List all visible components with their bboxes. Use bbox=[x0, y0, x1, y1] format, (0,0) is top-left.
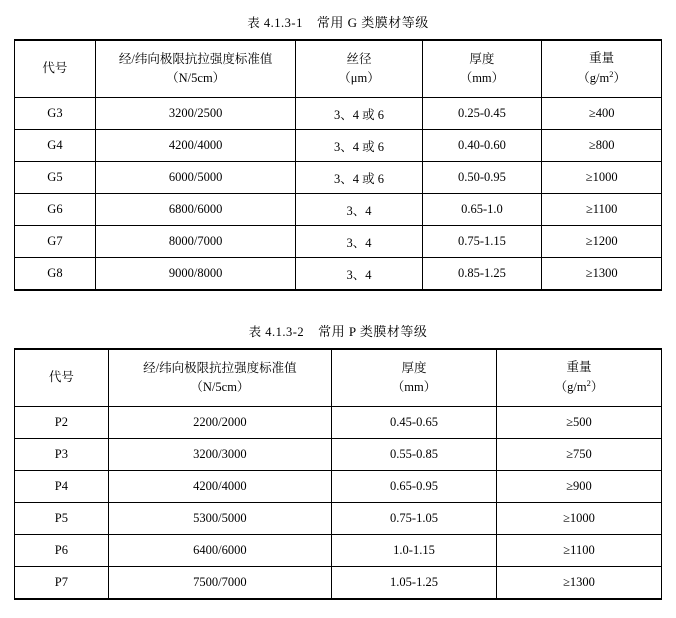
cell-code: P2 bbox=[15, 407, 109, 439]
table-header-row bbox=[15, 40, 662, 98]
table-g-grades bbox=[14, 39, 662, 291]
table-block-g-grades bbox=[14, 0, 662, 291]
cell-weight: ≥1100 bbox=[542, 194, 662, 226]
table-caption-title-1: 常用 G 类膜材等级 bbox=[316, 15, 429, 30]
column-header-code: 代号 bbox=[15, 349, 109, 407]
table-row bbox=[15, 407, 662, 439]
cell-tensile: 9000/8000 bbox=[95, 258, 296, 291]
cell-tensile: 2200/2000 bbox=[108, 407, 331, 439]
cell-tensile: 4200/4000 bbox=[108, 471, 331, 503]
table-row bbox=[15, 98, 662, 130]
cell-thickness: 0.45-0.65 bbox=[332, 407, 497, 439]
cell-code: G4 bbox=[15, 130, 96, 162]
cell-tensile: 3200/3000 bbox=[108, 439, 331, 471]
cell-tensile: 6800/6000 bbox=[95, 194, 296, 226]
table-p-grades bbox=[14, 348, 662, 600]
cell-code: P4 bbox=[15, 471, 109, 503]
cell-weight: ≥1100 bbox=[497, 535, 662, 567]
cell-code: G3 bbox=[15, 98, 96, 130]
table-caption-title-2: 常用 P 类膜材等级 bbox=[318, 324, 428, 339]
column-header-weight: 重量 $(g/m^2)$ bbox=[497, 349, 662, 407]
cell-weight: ≥500 bbox=[497, 407, 662, 439]
cell-thickness: 0.75-1.05 bbox=[332, 503, 497, 535]
cell-weight: ≥400 bbox=[542, 98, 662, 130]
cell-tensile: 5300/5000 bbox=[108, 503, 331, 535]
cell-weight: ≥800 bbox=[542, 130, 662, 162]
table-row bbox=[15, 439, 662, 471]
cell-code: G6 bbox=[15, 194, 96, 226]
cell-tensile: 6000/5000 bbox=[95, 162, 296, 194]
cell-diameter: 3、4 或 6 bbox=[296, 162, 422, 194]
table-row bbox=[15, 535, 662, 567]
table-caption-number-2: 表 4.1.3-2 bbox=[248, 325, 305, 339]
table-header-row bbox=[15, 349, 662, 407]
cell-thickness: 0.50-0.95 bbox=[422, 162, 542, 194]
cell-thickness: 0.25-0.45 bbox=[422, 98, 542, 130]
weight-unit-label: $(g/m^2)$ bbox=[554, 378, 604, 395]
cell-thickness: 0.65-1.0 bbox=[422, 194, 542, 226]
cell-diameter: 3、4 bbox=[296, 226, 422, 258]
cell-code: P5 bbox=[15, 503, 109, 535]
cell-code: P6 bbox=[15, 535, 109, 567]
cell-weight: ≥900 bbox=[497, 471, 662, 503]
table-row bbox=[15, 567, 662, 600]
cell-weight: ≥1300 bbox=[542, 258, 662, 291]
column-header-filament-diameter: 丝径 （μm） bbox=[296, 40, 422, 98]
cell-thickness: 1.0-1.15 bbox=[332, 535, 497, 567]
cell-weight: ≥750 bbox=[497, 439, 662, 471]
cell-weight: ≥1300 bbox=[497, 567, 662, 600]
cell-tensile: 8000/7000 bbox=[95, 226, 296, 258]
cell-thickness: 0.55-0.85 bbox=[332, 439, 497, 471]
cell-code: P7 bbox=[15, 567, 109, 600]
cell-tensile: 4200/4000 bbox=[95, 130, 296, 162]
cell-thickness: 0.40-0.60 bbox=[422, 130, 542, 162]
table-row bbox=[15, 258, 662, 291]
cell-code: G8 bbox=[15, 258, 96, 291]
table-caption-2 bbox=[14, 309, 662, 348]
column-header-tensile-strength: 经/纬向极限抗拉强度标准值 （N/5cm） bbox=[95, 40, 296, 98]
cell-code: G5 bbox=[15, 162, 96, 194]
table-row bbox=[15, 503, 662, 535]
cell-thickness: 0.75-1.15 bbox=[422, 226, 542, 258]
column-header-weight: 重量 $(g/m^2)$ bbox=[542, 40, 662, 98]
table-caption-1 bbox=[14, 0, 662, 39]
column-header-thickness: 厚度 （mm） bbox=[332, 349, 497, 407]
cell-thickness: 1.05-1.25 bbox=[332, 567, 497, 600]
table-row bbox=[15, 194, 662, 226]
column-header-tensile-strength: 经/纬向极限抗拉强度标准值 （N/5cm） bbox=[108, 349, 331, 407]
cell-thickness: 0.85-1.25 bbox=[422, 258, 542, 291]
cell-thickness: 0.65-0.95 bbox=[332, 471, 497, 503]
table-row bbox=[15, 162, 662, 194]
cell-diameter: 3、4 或 6 bbox=[296, 130, 422, 162]
cell-code: G7 bbox=[15, 226, 96, 258]
cell-weight: ≥1000 bbox=[497, 503, 662, 535]
table-row bbox=[15, 226, 662, 258]
table-row bbox=[15, 130, 662, 162]
table-block-p-grades bbox=[14, 309, 662, 600]
cell-code: P3 bbox=[15, 439, 109, 471]
cell-tensile: 6400/6000 bbox=[108, 535, 331, 567]
weight-unit-label: $(g/m^2)$ bbox=[577, 69, 626, 86]
cell-diameter: 3、4 bbox=[296, 258, 422, 291]
cell-tensile: 7500/7000 bbox=[108, 567, 331, 600]
table-row bbox=[15, 471, 662, 503]
cell-weight: ≥1200 bbox=[542, 226, 662, 258]
column-header-thickness: 厚度 （mm） bbox=[422, 40, 542, 98]
table-caption-number-1: 表 4.1.3-1 bbox=[247, 16, 303, 30]
column-header-code: 代号 bbox=[15, 40, 96, 98]
cell-diameter: 3、4 或 6 bbox=[296, 98, 422, 130]
section-spacer bbox=[14, 291, 662, 309]
cell-diameter: 3、4 bbox=[296, 194, 422, 226]
cell-tensile: 3200/2500 bbox=[95, 98, 296, 130]
cell-weight: ≥1000 bbox=[542, 162, 662, 194]
